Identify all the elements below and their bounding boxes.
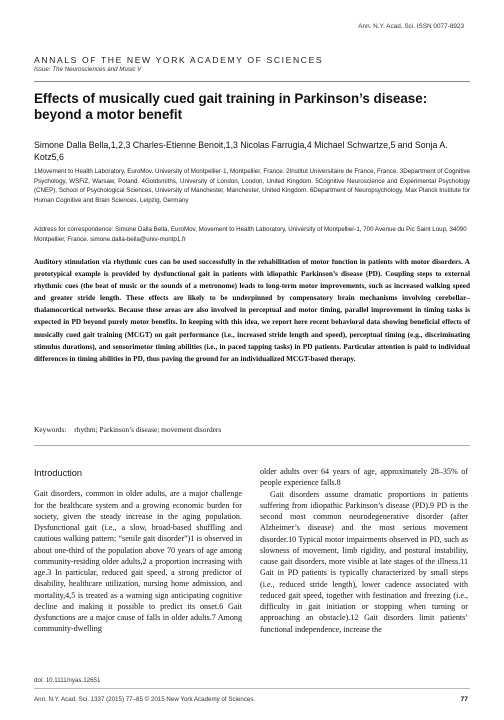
body-paragraph: older adults over 64 years of age, approximately 28–35% of people experience falls.8 [260, 467, 468, 488]
journal-banner [34, 55, 470, 73]
journal-reference: Ann. N.Y. Acad. Sci. ISSN 0077-8923 [358, 23, 464, 30]
abstract: Auditory stimulation via rhythmic cues can be used successfully in the rehabilitation of motor function in patients with motor disorders. A prototypical example is provided by dysfunctional gait in patients with idiopathic Parkinson’s disease (PD). Coupling steps to external rhythmic cues (the beat of music or the sounds of a metronome) leads to long-term motor improvements, such as increased walking speed and greater stride length. These effects are likely to be underpinned by compensatory brain mechanisms involving cerebellar–thalamocortical networks. Because these areas are also involved in perceptual and motor timing, parallel improvement in timing tasks is expected in PD beyond purely motor benefits. In keeping with this idea, we report here recent behavioral data showing beneficial effects of musically cued gait training (MCGT) on gait performance (i.e., increased stride length and speed), perceptual timing (e.g., discriminating stimulus durations), and sensorimotor timing abilities (i.e., in paced tapping tasks) in PD patients. Particular attention is paid to individual differences in timing abilities in PD, thus paving the ground for an individualized MCGT-based therapy. [34, 258, 470, 363]
keywords-line [34, 425, 470, 434]
correspondence-address: Address for correspondence: Simone Dalla Bella, EuroMov, Movement to Health Laboratory, University of Montpellier-1, 700 Avenue du Pic Saint Loup, 34090 Montpellier, France. simone.dalla-bella@univ-montp1.fr [34, 226, 467, 243]
article-title: Effects of musically cued gait training in Parkinson’s disease: beyond a motor benefit [34, 91, 428, 122]
body-paragraph: Gait disorders, common in older adults, are a major challenge for the healthcare system and a growing economic burden for society, given the steady increase in the aging population. Dysfunctional gait (i.e., a slow, broad-based shuffling and cautious walking pattern; “senile gait disorder”)1 is observed in about one-third of the population above 70 years of age among community-residing older adults,2 a proportion increasing with age.3 In particular, reduced gait speed, a strong predictor of disability, healthcare utilization, nursing home admission, and mortality,4,5 is treated as a warning sign anticipating cognitive decline and making it possible to predict its onset.6 Gait dysfunctions are a major cause of falls in older adults.7 Among community-dwelling [34, 489, 242, 634]
issue-line: Issue: The Neurosciences and Music V [34, 66, 142, 73]
doi-line: doi: 10.1111/nyas.12651 [34, 677, 101, 684]
section-heading-introduction: Introduction [34, 468, 83, 478]
header-divider [34, 81, 470, 82]
body-column-left [34, 468, 242, 635]
keywords-label: Keywords: [34, 425, 67, 434]
page-number: 77 [460, 696, 468, 703]
keywords-value: rhythm; Parkinson’s disease; movement disorders [74, 425, 222, 434]
footer-divider [34, 688, 470, 689]
body-column-right [260, 466, 468, 635]
citation-line: Ann. N.Y. Acad. Sci. 1337 (2015) 77–85 © 2015 New York Academy of Sciences. [34, 696, 256, 703]
body-paragraph: Gait disorders assume dramatic proportions in patients suffering from idiopathic Parkinson’s disease (PD).9 PD is the second most common neurodegenerative disorder (after Alzheimer’s disease) and the most serious movement disorder.10 Typical motor impairments observed in PD, such as slowness of movement, limb rigidity, and postural instability, cause gait disorders, more visible at late stages of the illness.11 Gait in PD patients is typically characterized by small steps (i.e., reduced stride length), lower cadence associated with reduced gait speed, together with festination and freezing (i.e., difficulty in gait initiation or stopping when turning or approaching an obstacle).12 Gait disorders limit patients’ functional independence, increase the [260, 489, 468, 634]
abstract-divider [34, 445, 470, 446]
author-list: Simone Dalla Bella,1,2,3 Charles-Etienne Benoit,1,3 Nicolas Farrugia,4 Michael Schwartze,5 and Sonja A. Kotz5,6 [34, 140, 448, 162]
affiliations: 1Movement to Health Laboratory, EuroMov, University of Montpellier-1, Montpellier, France. 2Institut Universitaire de France, France. 3Department of Cognitive Psychology, WSFiZ, Warsaw, Poland. 4Goldsmiths, University of London, London, United Kingdom. 5Cognitive Neuroscience and Experimental Psychology (CNEP), School of Psychological Sciences, University of Manchester, Manchester, United Kingdom. 6Department of Neuropsychology, Max Planck Institute for Human Cognitive and Brain Sciences, Leipzig, Germany [34, 168, 470, 204]
journal-name: ANNALS OF THE NEW YORK ACADEMY OF SCIENCES [34, 55, 324, 65]
